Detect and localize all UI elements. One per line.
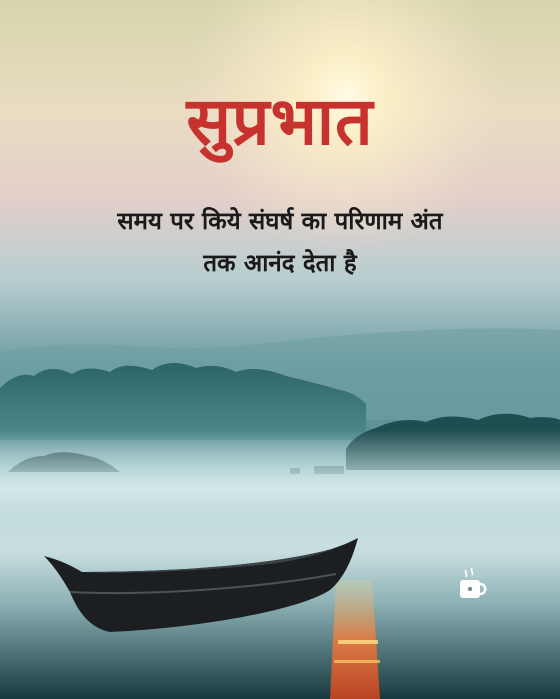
quote-text — [40, 200, 520, 284]
quote-line-2: तक आनंद देता है — [203, 249, 357, 277]
greeting-title: सुप्रभात — [186, 83, 374, 160]
quote-line-1: समय पर किये संघर्ष का परिणाम अंत — [117, 207, 443, 235]
coffee-mug-icon — [456, 566, 490, 602]
